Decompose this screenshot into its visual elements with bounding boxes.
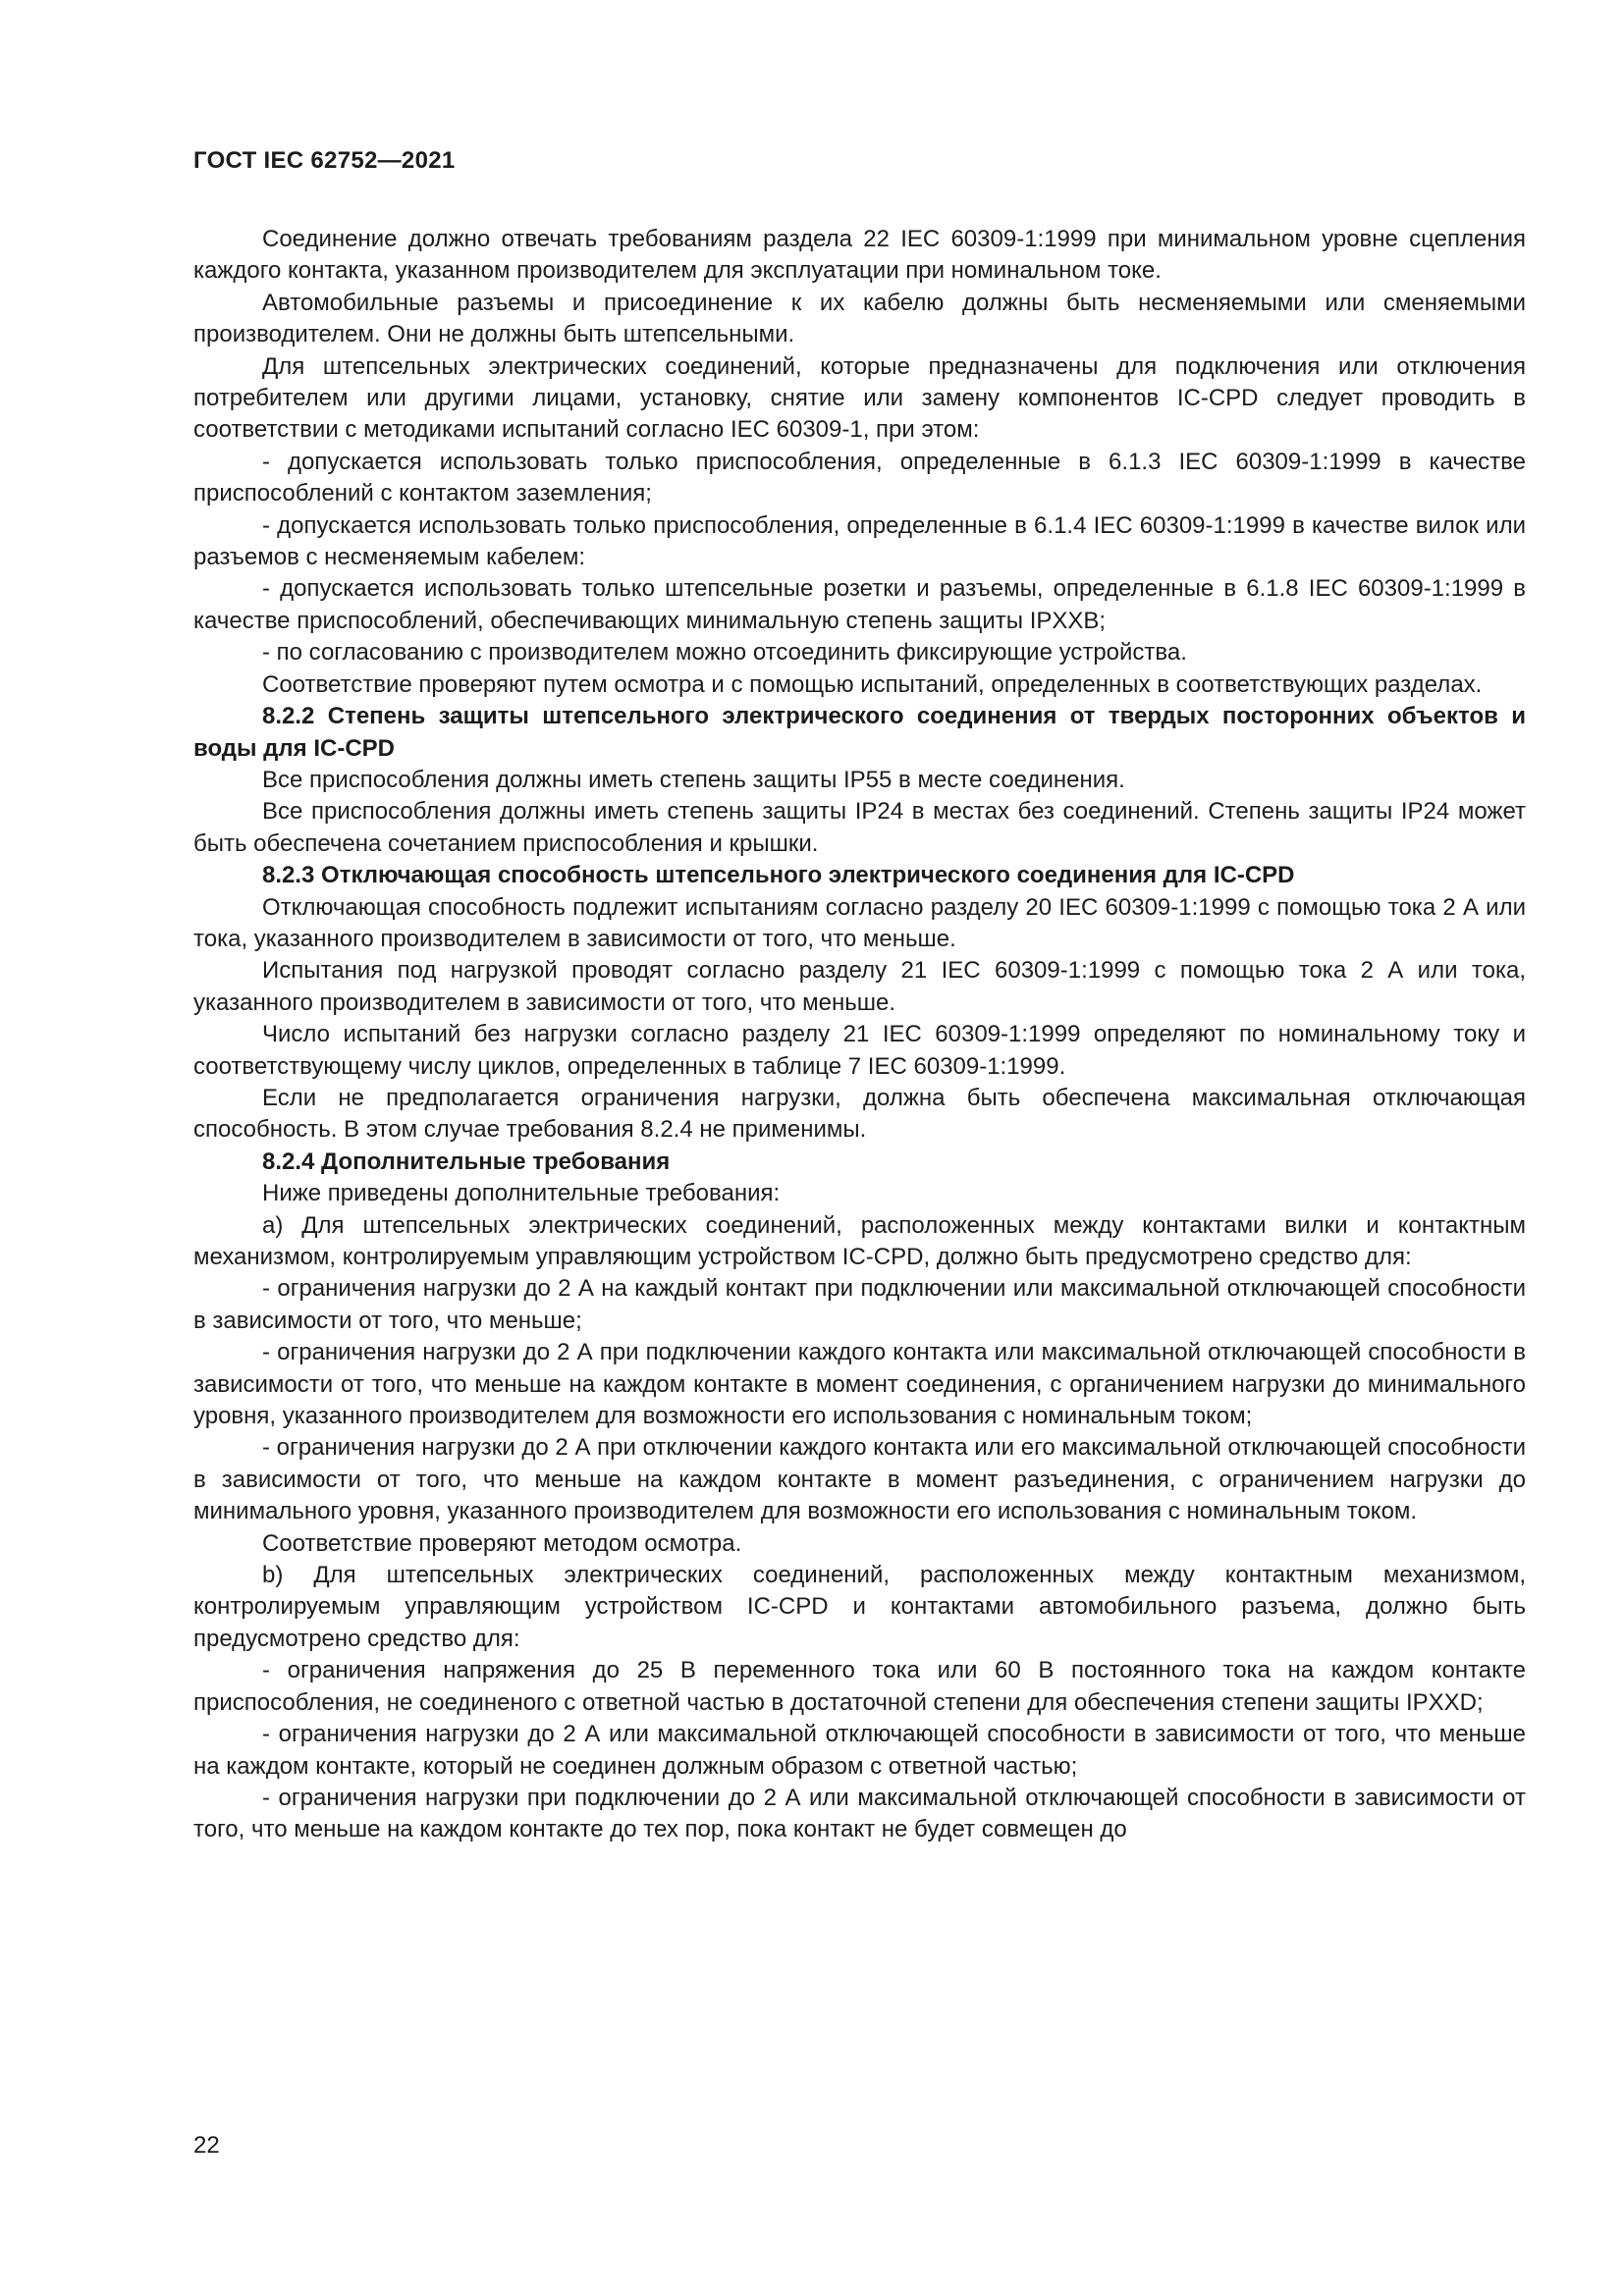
- list-item: - по согласованию с производителем можно отсоединить фиксирующие устройства.: [262, 639, 1187, 667]
- paragraph: а) Для штепсельных электрических соединений, расположенных между контактами вилки и контактным механизмом, контролируемым управляющим устройством IC-CPD, должно быть предусмотрено средство для:: [193, 1211, 1526, 1270]
- list-item: - ограничения напряжения до 25 В переменного тока или 60 В постоянного тока на каждом контакте приспособления, не соединеного с ответной частью в достаточной степени для обеспечения степени защиты IPXXD;: [193, 1657, 1526, 1716]
- list-item: - ограничения нагрузки при подключении до 2 А или максимальной отключающей способности в зависимости от того, что меньше на каждом контакте до тех пор, пока контакт не будет совмещен до: [193, 1784, 1526, 1843]
- list-item: - допускается использовать только приспособления, определенные в 6.1.3 IEC 60309-1:1999 в качестве приспособлений с контактом заземления;: [193, 448, 1526, 507]
- paragraph: Если не предполагается ограничения нагрузки, должна быть обеспечена максимальная отключающая способность. В этом случае требования 8.2.4 не применимы.: [193, 1084, 1526, 1144]
- paragraph: Соответствие проверяют методом осмотра.: [262, 1529, 742, 1557]
- list-item: - ограничения нагрузки до 2 А при подключении каждого контакта или максимальной отключающей способности в зависимости от того, что меньше на каждом контакте в момент соединения, с органичением нагрузки до минимального уровня, указанного производителем для возможности его использования с номинальным током;: [193, 1339, 1526, 1430]
- list-item: - допускается использовать только приспособления, определенные в 6.1.4 IEC 60309-1:1999 в качестве вилок или разъемов с несменяемым кабелем:: [193, 511, 1526, 571]
- list-item: - ограничения нагрузки до 2 А или максимальной отключающей способности в зависимости от того, что меньше на каждом контакте, который не соединен должным образом с ответной частью;: [193, 1721, 1526, 1780]
- section-heading-8-2-3: 8.2.3 Отключающая способность штепсельного электрического соединения для IC-CPD: [262, 862, 1295, 889]
- paragraph: Автомобильные разъемы и присоединение к их кабелю должны быть несменяемыми или сменяемыми производителем. Они не должны быть штепсельными.: [193, 289, 1526, 348]
- document-header: ГОСТ IEC 62752—2021: [193, 147, 456, 174]
- list-item: - ограничения нагрузки до 2 А при отключении каждого контакта или его максимальной отключающей способности в зависимости от того, что меньше на каждом контакте в момент разъединения, с ограничением нагрузки до минимального уровня, указанного производителем для возможности его использования с номинальным током.: [193, 1434, 1526, 1525]
- list-item: - ограничения нагрузки до 2 А на каждый контакт при подключении или максимальной отключающей способности в зависимости от того, что меньше;: [193, 1275, 1526, 1334]
- section-heading-8-2-2: 8.2.2 Степень защиты штепсельного электрического соединения от твердых посторонних объектов и воды для IC-CPD: [193, 703, 1526, 762]
- paragraph: Число испытаний без нагрузки согласно разделу 21 IEC 60309-1:1999 определяют по номинальному току и соответствующему числу циклов, определенных в таблице 7 IEC 60309-1:1999.: [193, 1021, 1526, 1080]
- paragraph: Отключающая способность подлежит испытаниям согласно разделу 20 IEC 60309-1:1999 с помощью тока 2 А или тока, указанного производителем в зависимости от того, что меньше.: [193, 893, 1526, 952]
- paragraph: Соединение должно отвечать требованиям раздела 22 IEC 60309-1:1999 при минимальном уровне сцепления каждого контакта, указанном производителем для эксплуатации при номинальном токе.: [193, 226, 1526, 285]
- page-number: 22: [193, 2132, 220, 2159]
- list-item: - допускается использовать только штепсельные розетки и разъемы, определенные в 6.1.8 IEC 60309-1:1999 в качестве приспособлений, обеспечивающих минимальную степень защиты IPXXB;: [193, 575, 1526, 634]
- paragraph: b) Для штепсельных электрических соединений, расположенных между контактным механизмом, контролируемым управляющим устройством IC-CPD и контактами автомобильного разъема, должно быть предусмотрено средство для:: [193, 1562, 1526, 1652]
- paragraph: Все приспособления должны иметь степень защиты IP55 в месте соединения.: [262, 766, 1125, 793]
- paragraph: Испытания под нагрузкой проводят согласно разделу 21 IEC 60309-1:1999 с помощью тока 2 А или тока, указанного производителем в зависимости от того, что меньше.: [193, 957, 1526, 1016]
- document-body: [193, 224, 1526, 1846]
- paragraph: Все приспособления должны иметь степень защиты IP24 в местах без соединений. Степень защиты IP24 может быть обеспечена сочетанием приспособления и крышки.: [193, 798, 1526, 857]
- paragraph: Ниже приведены дополнительные требования:: [262, 1180, 781, 1207]
- paragraph: Для штепсельных электрических соединений, которые предназначены для подключения или отключения потребителем или другими лицами, установку, снятие или замену компонентов IC-CPD следует проводить в соответствии с методиками испытаний согласно IEC 60309-1, при этом:: [193, 352, 1526, 444]
- paragraph: Соответствие проверяют путем осмотра и с помощью испытаний, определенных в соответствующих разделах.: [262, 670, 1483, 698]
- section-heading-8-2-4: 8.2.4 Дополнительные требования: [262, 1148, 671, 1175]
